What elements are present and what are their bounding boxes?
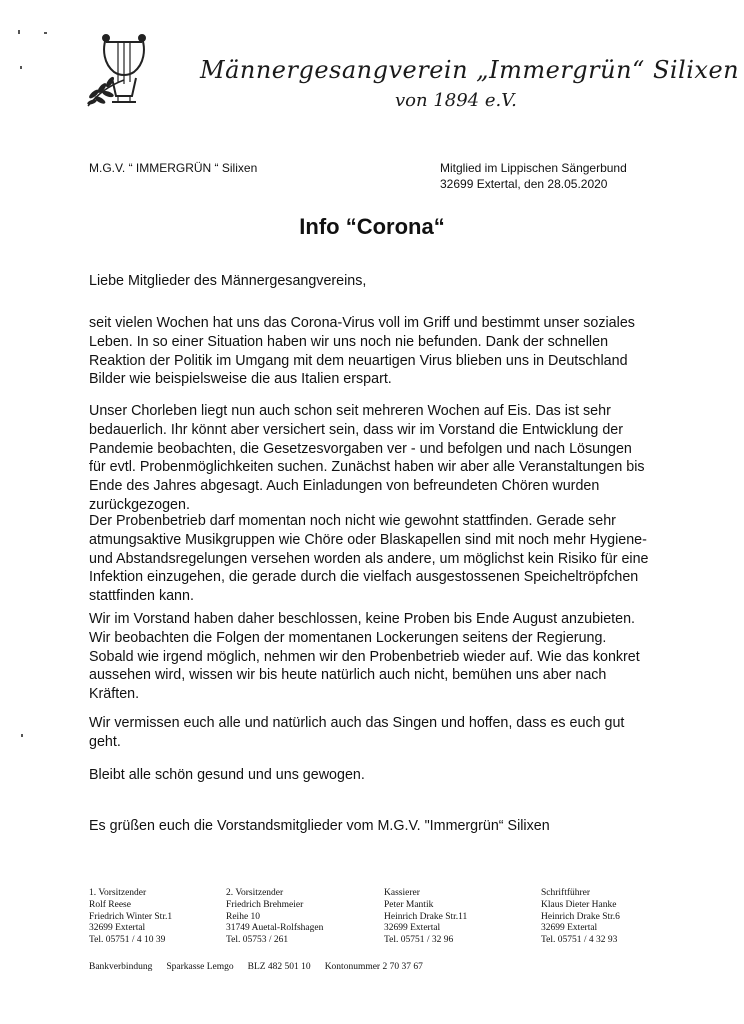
paragraph-intro (89, 314, 649, 389)
bank-label: Bankverbindung (89, 962, 153, 972)
document-title: Info “Corona“ (299, 214, 445, 239)
board-role: Kassierer (384, 888, 420, 898)
paragraph-choir-life (89, 402, 649, 515)
bank-name: Sparkasse Lemgo (166, 962, 234, 972)
paragraph-text: Unser Chorleben liegt nun auch schon seit mehreren Wochen auf Eis. Das ist sehr bedauerlich. Ihr könnt aber versichert sein, dass wir im Vorstand die Entwicklung der Pandemie beobachten, die Gesetzesvorgaben ver - und befolgen und nach Lösungen für evtl. Probenmöglichkeiten suchen. Zunächst haben wir aber alle Veranstaltungen bis Ende des Jahres abgesagt. Auch Einladungen von befreundeten Chören wurden zurückgezogen. (89, 403, 645, 513)
paragraph-text: Der Probenbetrieb darf momentan noch nicht wie gewohnt stattfinden. Gerade sehr atmungsaktive Musikgruppen wie Chöre oder Blaskapellen sind mit noch mehr Hygiene- und Abstandsregelungen versehen worden als andere, um möglichst kein Risiko für eine Infektion einzugehen, die gerade durch die vielfach ausgestossenen Speicheltröpfchen stattfinden kann. (89, 513, 649, 605)
board-city: 32699 Extertal (89, 923, 146, 934)
scan-speck (21, 734, 23, 737)
board-street: Reihe 10 (226, 911, 261, 922)
scan-speck (44, 32, 47, 34)
membership-block (440, 160, 627, 192)
board-street: Heinrich Drake Str.6 (541, 911, 620, 922)
board-phone: Tel. 05751 / 32 96 (384, 935, 454, 946)
salutation-text: Liebe Mitglieder des Männergesangvereins, (89, 273, 367, 289)
board-city: 32699 Extertal (384, 923, 441, 934)
scan-speck (20, 66, 22, 69)
board-role: 2. Vorsitzender (226, 888, 284, 898)
board-phone: Tel. 05751 / 4 10 39 (89, 935, 166, 946)
paragraph-board-decision (89, 610, 649, 704)
paragraph-stay-healthy (89, 766, 649, 785)
paragraph-rehearsal (89, 512, 649, 606)
salutation (89, 272, 649, 291)
account-number: Kontonummer 2 70 37 67 (324, 962, 423, 972)
lyre-with-laurel-icon (84, 30, 154, 110)
paragraph-text: Bleibt alle schön gesund und uns gewogen. (89, 767, 365, 783)
board-member-treasurer (384, 888, 467, 947)
board-street: Friedrich Winter Str.1 (89, 911, 173, 922)
date-line: 32699 Extertal, den 28.05.2020 (440, 177, 608, 191)
paragraph-text: Wir im Vorstand haben daher beschlossen, keine Proben bis Ende August anzubieten. Wir beobachten die Folgen der momentanen Lockerungen seitens der Regierung. Sobald wie irgend möglich, nehmen wir den Probenbetrieb wieder auf. Wie das konkret aussehen wird, wissen wir bis heute natürlich auch nicht, bemühen uns aber nach Kräften. (89, 611, 640, 703)
paragraph-text: Wir vermissen euch alle und natürlich auch das Singen und hoffen, dass es euch gut geht. (89, 715, 625, 750)
founding-year-line: von 1894 e.V. (395, 90, 517, 111)
board-member-chair (89, 888, 172, 947)
board-name: Peter Mantik (384, 899, 434, 910)
club-name-heading: Männergesangverein „Immergrün“ Silixen (200, 56, 740, 84)
bank-details (89, 962, 437, 972)
board-role: 1. Vorsitzender (89, 888, 147, 898)
board-phone: Tel. 05753 / 261 (226, 935, 289, 946)
closing-line (89, 817, 649, 836)
board-phone: Tel. 05751 / 4 32 93 (541, 935, 618, 946)
sender-line: M.G.V. “ IMMERGRÜN “ Silixen (89, 161, 258, 175)
paragraph-text: seit vielen Wochen hat uns das Corona-Virus voll im Griff und bestimmt unser soziales Leben. In so einer Situation haben wir uns noch nie befunden. Dank der schnellen Reaktion der Politik im Umgang mit dem neuartigen Virus blieben uns in Deutschland Bilder wie beispielsweise die aus Italien erspart. (89, 315, 635, 388)
board-city: 31749 Auetal-Rolfshagen (226, 923, 324, 934)
bank-code: BLZ 482 501 10 (247, 962, 311, 972)
board-city: 32699 Extertal (541, 923, 598, 934)
membership-line: Mitglied im Lippischen Sängerbund (440, 161, 627, 175)
board-name: Friedrich Brehmeier (226, 899, 304, 910)
paragraph-miss-you (89, 714, 649, 752)
board-name: Klaus Dieter Hanke (541, 899, 617, 910)
board-member-vice-chair (226, 888, 323, 947)
board-name: Rolf Reese (89, 899, 131, 910)
scan-speck (18, 30, 20, 34)
board-member-secretary (541, 888, 620, 947)
board-street: Heinrich Drake Str.11 (384, 911, 468, 922)
closing-text: Es grüßen euch die Vorstandsmitglieder vom M.G.V. "Immergrün“ Silixen (89, 818, 550, 834)
board-role: Schriftführer (541, 888, 591, 898)
